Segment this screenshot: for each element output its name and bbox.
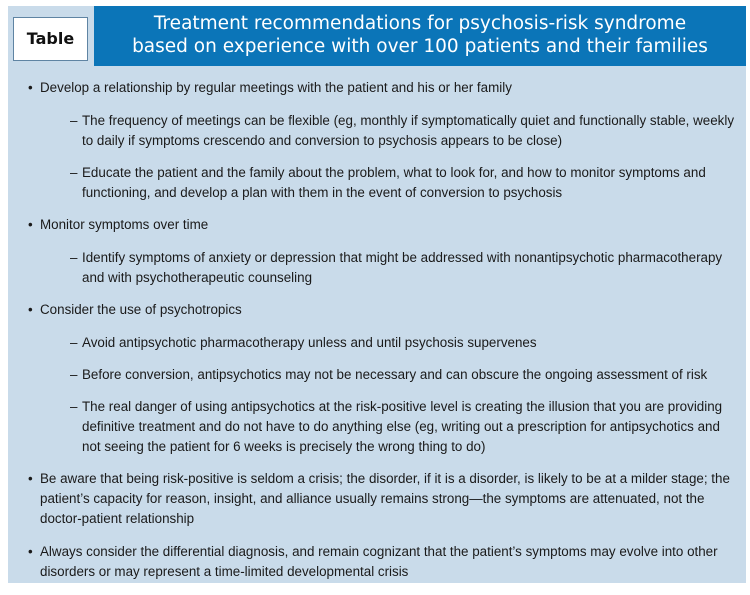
sub-recommendation xyxy=(28,111,738,151)
recommendation-group xyxy=(28,215,738,288)
recommendation-item xyxy=(28,300,738,320)
sub-recommendation-text: Educate the patient and the family about the problem, what to look for, and how to monitor symptoms and functioning, and develop a plan with them in the event of conversion to psychosis xyxy=(82,165,706,200)
sub-recommendation xyxy=(28,333,738,353)
recommendation-group xyxy=(28,78,738,203)
bullet-marker: • xyxy=(28,302,33,317)
sub-recommendation xyxy=(28,248,738,288)
recommendation-text: Be aware that being risk-positive is seldom a crisis; the disorder, if it is a disorder, is likely to be at a milder stage; the patient’s capacity for reason, insight, and alliance usually remains strong—the symptoms are attenuated, not the doctor-patient relationship xyxy=(40,471,730,526)
recommendation-item xyxy=(28,78,738,98)
sub-recommendation-text: The frequency of meetings can be flexible (eg, monthly if symptomatically quiet and functionally stable, weekly to daily if symptoms crescendo and conversion to psychosis appears to be close) xyxy=(82,113,735,148)
table-title: Treatment recommendations for psychosis-risk syndrome based on experience with over 100 patients and their families xyxy=(132,13,708,57)
recommendation-text: Consider the use of psychotropics xyxy=(40,302,242,317)
sub-recommendation xyxy=(28,397,738,457)
table-tab xyxy=(8,6,94,80)
recommendations-list xyxy=(28,78,738,595)
sub-recommendation-text: Identify symptoms of anxiety or depression that might be addressed with nonantipsychotic pharmacotherapy and with psychotherapeutic counseling xyxy=(82,250,723,285)
dash-marker: – xyxy=(70,165,78,180)
bullet-marker: • xyxy=(28,471,33,486)
table-label-box xyxy=(13,17,88,61)
bullet-marker: • xyxy=(28,217,33,232)
recommendation-group xyxy=(28,300,738,457)
bullet-marker: • xyxy=(28,544,33,559)
table-label: Table xyxy=(26,29,75,48)
dash-marker: – xyxy=(70,367,78,382)
bullet-marker: • xyxy=(28,80,33,95)
dash-marker: – xyxy=(70,250,78,265)
recommendation-text: Always consider the differential diagnosis, and remain cognizant that the patient’s symptoms may evolve into other disorders or may represent a time-limited developmental crisis xyxy=(40,544,718,579)
recommendation-item xyxy=(28,542,738,582)
header-bar xyxy=(94,6,746,66)
dash-marker: – xyxy=(70,113,78,128)
sub-recommendation-text: Avoid antipsychotic pharmacotherapy unless and until psychosis supervenes xyxy=(82,335,537,350)
recommendation-text: Monitor symptoms over time xyxy=(40,217,209,232)
sub-recommendation xyxy=(28,163,738,203)
recommendation-item xyxy=(28,469,738,529)
sub-recommendation-text: The real danger of using antipsychotics at the risk-positive level is creating the illusion that you are providing definitive treatment and do not have to do anything else (eg, writing out a prescription for antipsychotics and not seeing the patient for 6 weeks is precisely the wrong thing to do) xyxy=(82,399,723,454)
recommendation-text: Develop a relationship by regular meetings with the patient and his or her family xyxy=(40,80,512,95)
sub-recommendation-text: Before conversion, antipsychotics may not be necessary and can obscure the ongoing assessment of risk xyxy=(82,367,708,382)
dash-marker: – xyxy=(70,335,78,350)
dash-marker: – xyxy=(70,399,78,414)
table-frame xyxy=(8,6,746,583)
recommendation-item xyxy=(28,215,738,235)
sub-recommendation xyxy=(28,365,738,385)
